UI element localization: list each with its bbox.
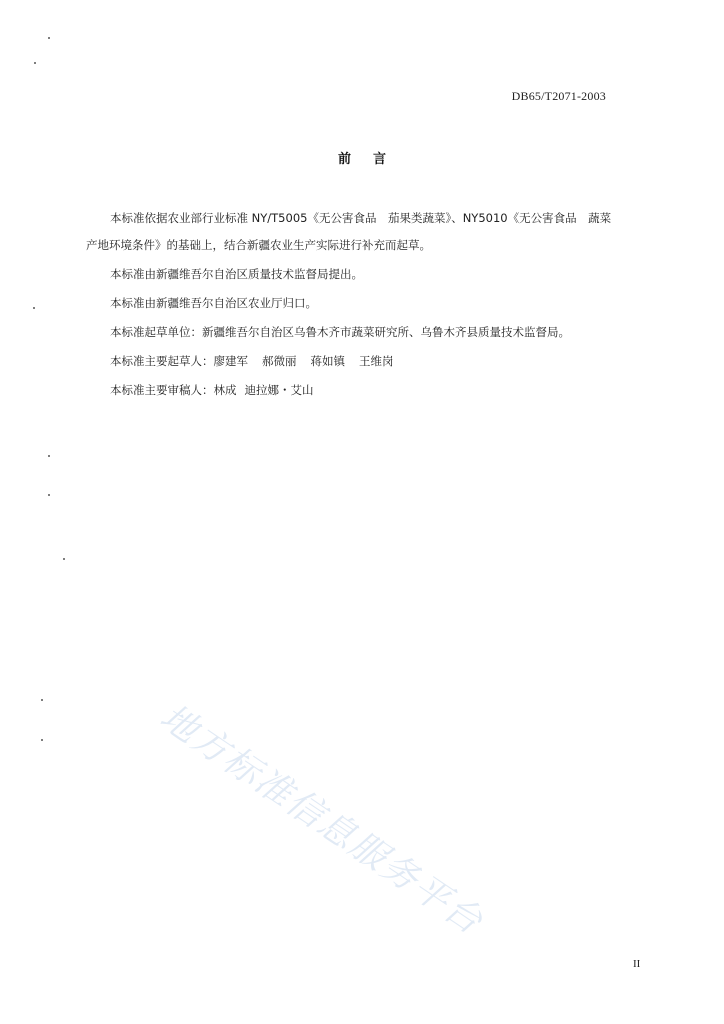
- paragraph-basis-line2: 产地环境条件》的基础上，结合新疆农业生产实际进行补充而起草。: [86, 238, 431, 252]
- reviewer-name: 迪拉娜・艾山: [244, 383, 314, 397]
- scan-speck: [41, 739, 43, 741]
- document-body: [86, 204, 656, 405]
- document-code: DB65/T2071-2003: [511, 89, 606, 103]
- watermark-text: 地方标准信息服务平台: [152, 696, 491, 944]
- page-number: II: [633, 958, 641, 970]
- scan-speck: [63, 558, 65, 560]
- drafters-line: [86, 347, 656, 376]
- scan-speck: [34, 62, 36, 64]
- drafter-name: 郝微丽: [262, 354, 297, 368]
- section-title: 前言: [337, 152, 408, 167]
- drafters-label: 本标准主要起草人：: [110, 354, 214, 368]
- drafter-name: 廖建军: [213, 354, 248, 368]
- scan-speck: [48, 494, 50, 496]
- reviewers-label: 本标准主要审稿人：: [110, 383, 214, 397]
- paragraph-drafting-unit: 本标准起草单位：新疆维吾尔自治区乌鲁木齐市蔬菜研究所、乌鲁木齐县质量技术监督局。: [110, 325, 570, 339]
- drafter-name: 蒋如镇: [310, 354, 345, 368]
- scan-speck: [41, 699, 43, 701]
- paragraph-proposer: 本标准由新疆维吾尔自治区质量技术监督局提出。: [110, 267, 363, 281]
- scan-speck: [33, 307, 35, 309]
- scan-speck: [48, 455, 50, 457]
- scan-speck: [48, 37, 50, 39]
- paragraph-basis-line1: 本标准依据农业部行业标准 NY/T5005《无公害食品 茄果类蔬菜》、NY5010《无公害食品 蔬菜: [110, 211, 612, 225]
- drafter-name: 王维岗: [359, 354, 394, 368]
- reviewers-line: [86, 376, 656, 405]
- paragraph-responsible-unit: 本标准由新疆维吾尔自治区农业厅归口。: [110, 296, 317, 310]
- reviewer-name: 林成: [213, 383, 237, 397]
